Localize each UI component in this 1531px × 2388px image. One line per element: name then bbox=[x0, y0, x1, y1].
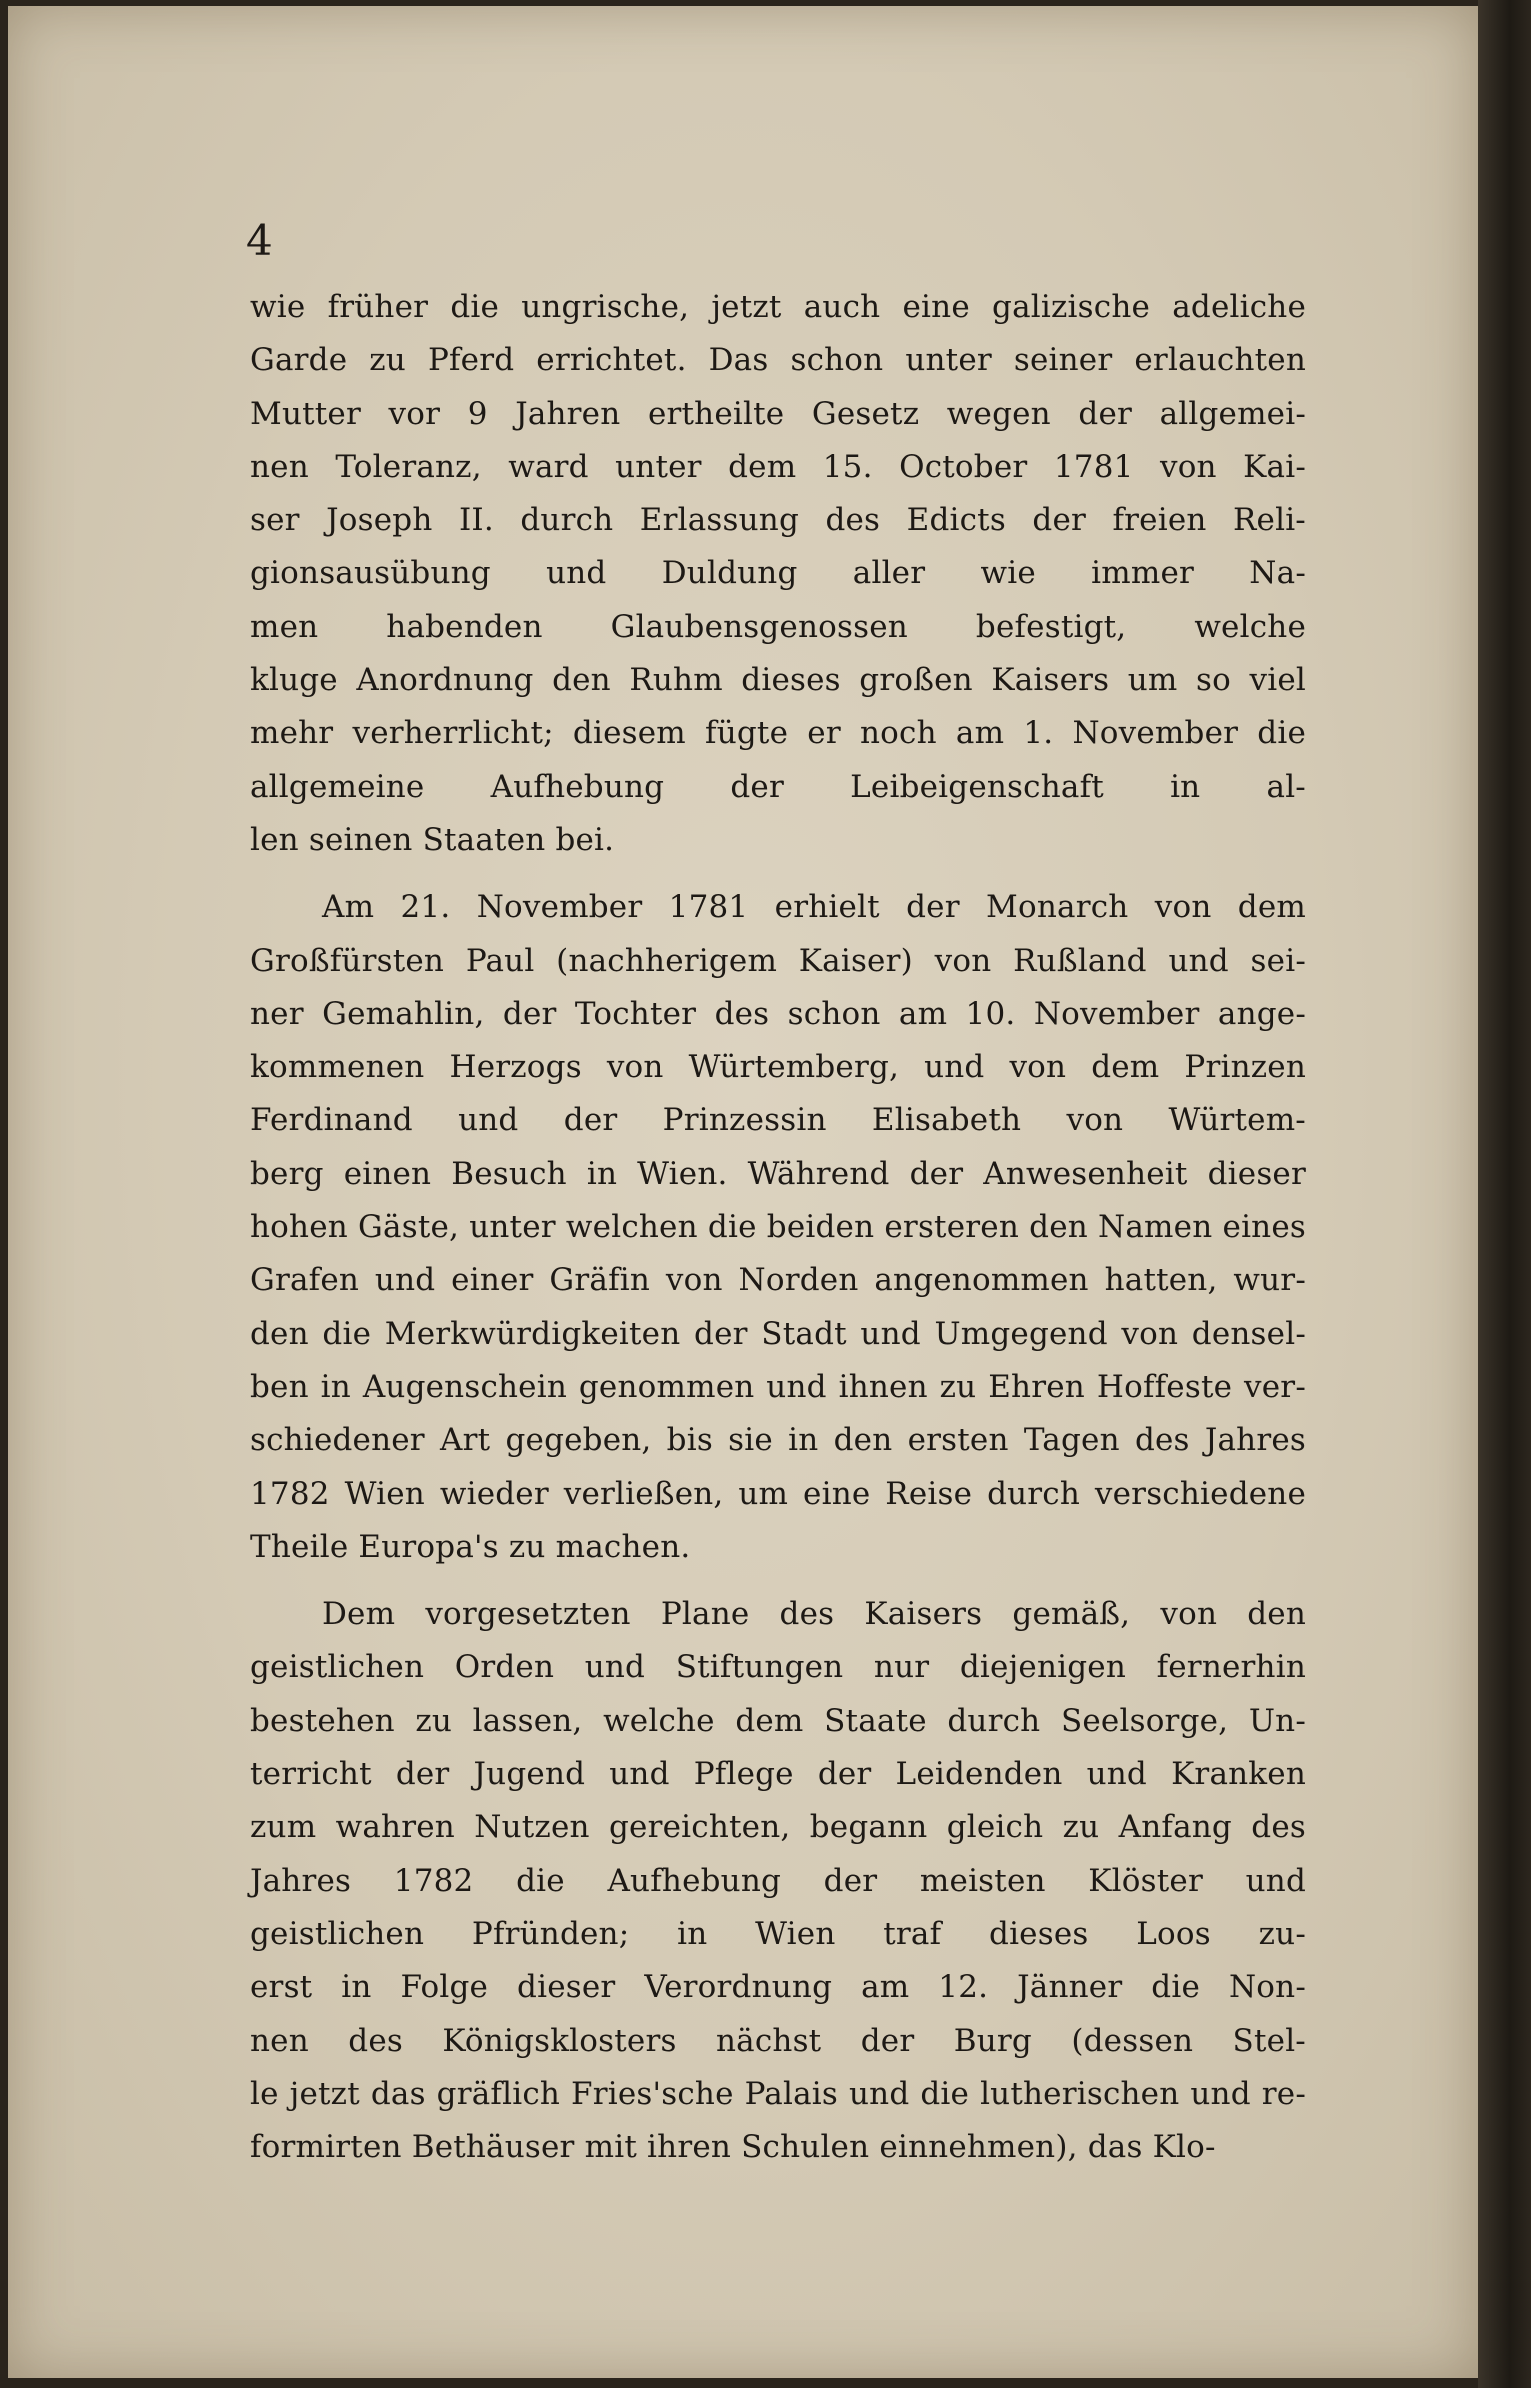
text-line: nen Toleranz, ward unter dem 15. October 1781 von Kai- bbox=[250, 448, 1306, 485]
body-text bbox=[250, 281, 1306, 2174]
book-page bbox=[8, 6, 1478, 2378]
text-line: le jetzt das gräflich Fries'sche Palais und die lutherischen und re- bbox=[250, 2075, 1306, 2112]
paragraph-1 bbox=[250, 281, 1306, 867]
text-line: ben in Augenschein genommen und ihnen zu Ehren Hoffeste ver- bbox=[250, 1368, 1306, 1405]
text-line: ner Gemahlin, der Tochter des schon am 10. November ange- bbox=[250, 995, 1306, 1032]
text-line: kluge Anordnung den Ruhm dieses großen Kaisers um so viel bbox=[250, 662, 1306, 699]
text-line: bestehen zu lassen, welche dem Staate durch Seelsorge, Un- bbox=[250, 1702, 1306, 1739]
text-line: schiedener Art gegeben, bis sie in den ersten Tagen des Jahres bbox=[250, 1422, 1306, 1459]
text-line: geistlichen Orden und Stiftungen nur diejenigen fernerhin bbox=[250, 1649, 1306, 1686]
text-line: zum wahren Nutzen gereichten, begann gleich zu Anfang des bbox=[250, 1809, 1306, 1846]
text-line: Garde zu Pferd errichtet. Das schon unter seiner erlauchten bbox=[250, 342, 1306, 379]
text-line: 1782 Wien wieder verließen, um eine Reise durch verschiedene bbox=[250, 1475, 1306, 1512]
paragraph-2 bbox=[250, 881, 1306, 1574]
text-line: Jahres 1782 die Aufhebung der meisten Klöster und bbox=[250, 1862, 1306, 1899]
text-line: terricht der Jugend und Pflege der Leidenden und Kranken bbox=[250, 1756, 1306, 1793]
page-number: 4 bbox=[246, 216, 273, 265]
text-line: Großfürsten Paul (nachherigem Kaiser) von Rußland und sei- bbox=[250, 942, 1306, 979]
text-line: kommenen Herzogs von Würtemberg, und von dem Prinzen bbox=[250, 1049, 1306, 1086]
text-line: mehr verherrlicht; diesem fügte er noch am 1. November die bbox=[250, 715, 1306, 752]
text-line: ser Joseph II. durch Erlassung des Edicts der freien Reli- bbox=[250, 502, 1306, 539]
text-line: nen des Königsklosters nächst der Burg (dessen Stel- bbox=[250, 2022, 1306, 2059]
text-line: erst in Folge dieser Verordnung am 12. Jänner die Non- bbox=[250, 1969, 1306, 2006]
text-line: allgemeine Aufhebung der Leibeigenschaft in al- bbox=[250, 768, 1306, 805]
text-line: formirten Bethäuser mit ihren Schulen einnehmen), das Klo- bbox=[250, 2129, 1216, 2166]
text-line: geistlichen Pfründen; in Wien traf dieses Loos zu- bbox=[250, 1915, 1306, 1952]
text-line: berg einen Besuch in Wien. Während der Anwesenheit dieser bbox=[250, 1155, 1306, 1192]
text-line: Am 21. November 1781 erhielt der Monarch von dem bbox=[322, 889, 1306, 926]
text-line: Ferdinand und der Prinzessin Elisabeth von Würtem- bbox=[250, 1102, 1306, 1139]
text-line: den die Merkwürdigkeiten der Stadt und Umgegend von densel- bbox=[250, 1315, 1306, 1352]
text-line: Theile Europa's zu machen. bbox=[250, 1528, 691, 1565]
text-line: Grafen und einer Gräfin von Norden angenommen hatten, wur- bbox=[250, 1262, 1306, 1299]
text-line: men habenden Glaubensgenossen befestigt, welche bbox=[250, 608, 1306, 645]
text-line: gionsausübung und Duldung aller wie immer Na- bbox=[250, 555, 1306, 592]
text-line: wie früher die ungrische, jetzt auch eine galizische adeliche bbox=[250, 289, 1306, 325]
book-gutter bbox=[1478, 0, 1531, 2388]
text-line: Dem vorgesetzten Plane des Kaisers gemäß, von den bbox=[322, 1596, 1306, 1633]
text-line: hohen Gäste, unter welchen die beiden ersteren den Namen eines bbox=[250, 1209, 1306, 1246]
paragraph-3 bbox=[250, 1588, 1306, 2174]
text-line: len seinen Staaten bei. bbox=[250, 821, 615, 858]
text-line: Mutter vor 9 Jahren ertheilte Gesetz wegen der allgemei- bbox=[250, 395, 1306, 432]
